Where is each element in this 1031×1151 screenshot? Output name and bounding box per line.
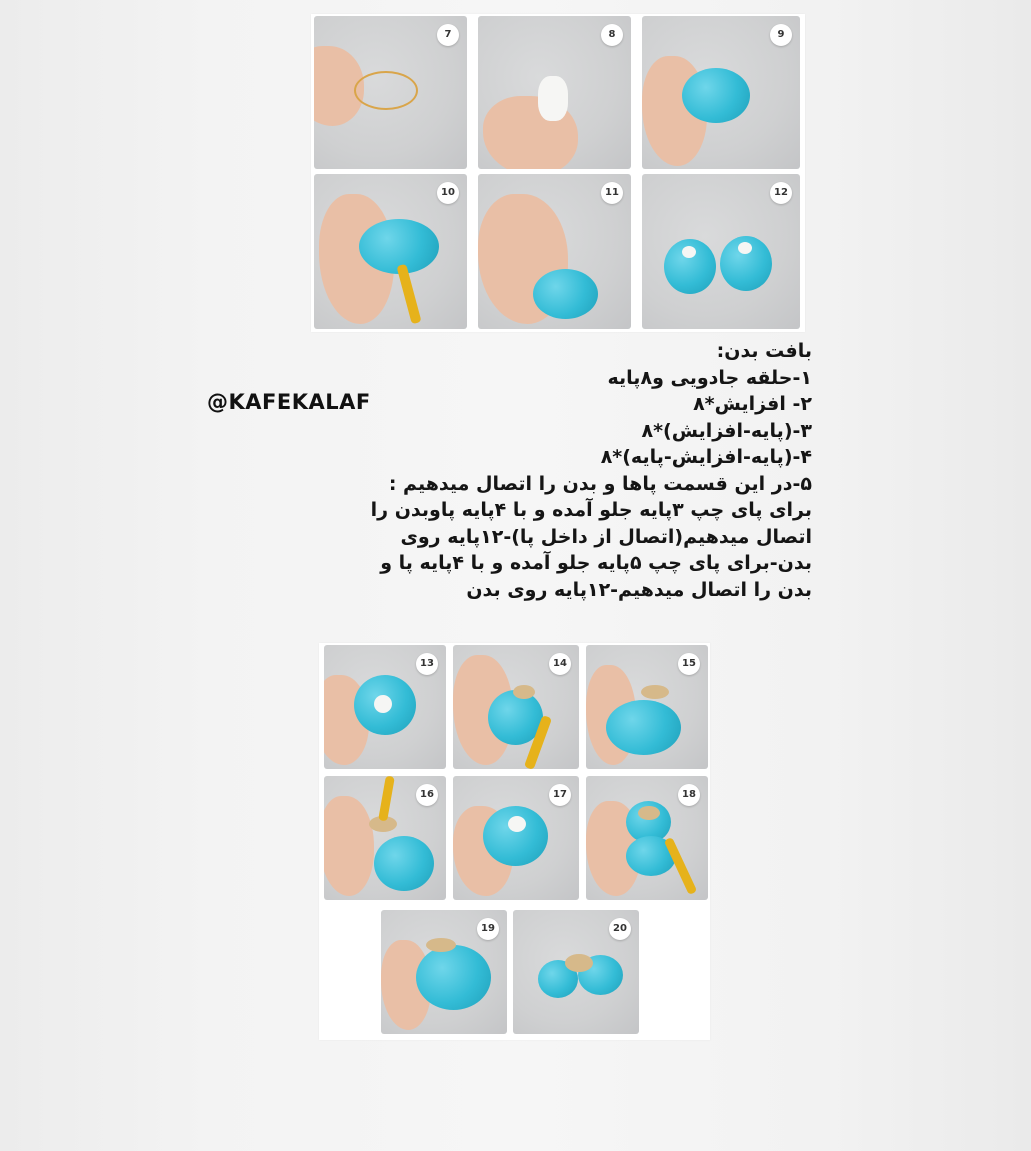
instruction-line: ۳-(پایه-افزایش)*۸ <box>641 419 812 442</box>
tan-piece <box>426 938 456 952</box>
step-number-badge: 9 <box>770 24 792 46</box>
step-photo-13 <box>324 645 446 769</box>
instructions-block <box>190 338 812 603</box>
step-number-badge: 12 <box>770 182 792 204</box>
step-number-badge: 8 <box>601 24 623 46</box>
step-photo-20 <box>513 910 639 1034</box>
step-photo-16 <box>324 776 446 900</box>
top-photo-grid <box>311 14 805 332</box>
step-photo-15 <box>586 645 708 769</box>
step-number-badge: 7 <box>437 24 459 46</box>
instruction-line: ۱-حلقه جادویی و۸پایه <box>607 366 812 389</box>
step-photo-7 <box>314 16 467 169</box>
stuffing <box>538 76 568 121</box>
tan-piece <box>565 954 593 972</box>
step-photo-19 <box>381 910 507 1034</box>
tan-piece <box>641 685 669 699</box>
watermark-handle: @KAFEKALAF <box>207 390 371 414</box>
step-number-badge: 15 <box>678 653 700 675</box>
step-photo-18 <box>586 776 708 900</box>
step-photo-14 <box>453 645 579 769</box>
bottom-photo-grid <box>319 643 710 1040</box>
hand <box>324 796 374 896</box>
step-number-badge: 20 <box>609 918 631 940</box>
crochet-foot <box>533 269 598 319</box>
step-number-badge: 11 <box>601 182 623 204</box>
step-photo-17 <box>453 776 579 900</box>
tan-piece <box>638 806 660 820</box>
step-number-badge: 10 <box>437 182 459 204</box>
crochet-foot <box>606 700 681 755</box>
step-number-badge: 19 <box>477 918 499 940</box>
instruction-line: بدن-برای پای چپ ۵پایه جلو آمده و با ۴پایه پا و <box>380 552 812 574</box>
step-photo-11 <box>478 174 631 329</box>
step-photo-8 <box>478 16 631 169</box>
yarn-loop <box>354 71 418 110</box>
step-number-badge: 13 <box>416 653 438 675</box>
instructions-title: بافت بدن: <box>716 340 812 362</box>
instruction-line: اتصال میدهیم(اتصال از داخل پا)-۱۲پایه روی <box>400 525 812 548</box>
step-photo-12 <box>642 174 800 329</box>
stuffing <box>682 246 696 258</box>
stuffing <box>508 816 526 832</box>
instruction-line: بدن را اتصال میدهیم-۱۲پایه روی بدن <box>466 578 812 601</box>
tan-piece <box>513 685 535 699</box>
stuffing <box>374 695 392 713</box>
crochet-foot <box>483 806 548 866</box>
crochet-hook <box>378 776 395 821</box>
instruction-line: ۲- افزایش*۸ <box>693 393 812 415</box>
step-number-badge: 16 <box>416 784 438 806</box>
instruction-line: برای پای چپ ۳پایه جلو آمده و با ۴پایه پاوبدن را <box>370 499 812 521</box>
crochet-foot <box>416 945 491 1010</box>
step-number-badge: 17 <box>549 784 571 806</box>
step-number-badge: 18 <box>678 784 700 806</box>
step-photo-10 <box>314 174 467 329</box>
step-photo-9 <box>642 16 800 169</box>
instruction-line: ۴-(پایه-افزایش-پایه)*۸ <box>600 446 812 468</box>
crochet-foot <box>374 836 434 891</box>
crochet-foot <box>682 68 750 123</box>
step-number-badge: 14 <box>549 653 571 675</box>
instruction-line: ۵-در این قسمت پاها و بدن را اتصال میدهیم : <box>388 472 812 495</box>
stuffing <box>738 242 752 254</box>
